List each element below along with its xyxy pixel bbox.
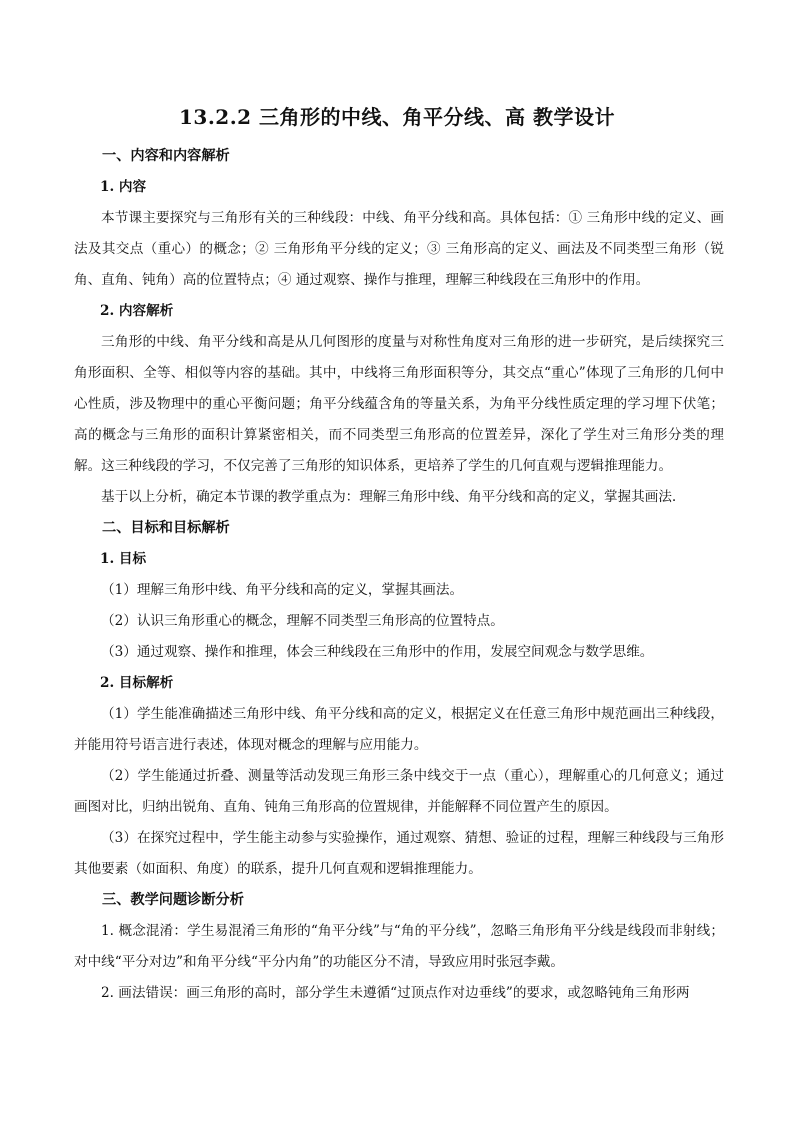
subheading-goals: 1. 目标 bbox=[100, 551, 147, 567]
section-heading-goals: 二、目标和目标解析 bbox=[102, 520, 230, 536]
goal-analysis-paragraph: （3）在探究过程中，学生能主动参与实验操作，通过观察、猜想、验证的过程，理解三种线段与三角形其他要素（如面积、角度）的联系，提升几何直观和逻辑推理能力。 bbox=[74, 830, 724, 877]
goal-item: （3）通过观察、操作和推理，体会三种线段在三角形中的作用，发展空间观念与数学思维。 bbox=[101, 644, 654, 660]
document-title: 13.2.2 三角形的中线、角平分线、高 教学设计 bbox=[178, 105, 615, 129]
subheading-goal-analysis: 2. 目标解析 bbox=[100, 675, 174, 691]
paragraph-content: 本节课主要探究与三角形有关的三种线段：中线、角平分线和高。具体包括：① 三角形中线的定义、画法及其交点（重心）的概念；② 三角形角平分线的定义；③ 三角形高的定义、画法及不同类型三角形（锐角、直角、钝角）高的位置特点；④ 通过观察、操作与推理，理解三种线段在三角形中的作用。 bbox=[74, 210, 724, 288]
goal-item: （2）认识三角形重心的概念，理解不同类型三角形高的位置特点。 bbox=[101, 613, 504, 629]
document-body bbox=[74, 141, 724, 1009]
subheading-content-analysis: 2. 内容解析 bbox=[100, 303, 174, 319]
diagnosis-paragraph: 2. 画法错误：画三角形的高时，部分学生未遵循“过顶点作对边垂线”的要求，或忽略钝角三角形两 bbox=[101, 985, 690, 1001]
diagnosis-paragraph: 1. 概念混淆：学生易混淆三角形的“角平分线”与“角的平分线”，忽略三角形角平分线是线段而非射线；对中线“平分对边”和角平分线“平分内角”的功能区分不清，导致应用时张冠李戴。 bbox=[74, 923, 724, 970]
goal-item: （1）理解三角形中线、角平分线和高的定义，掌握其画法。 bbox=[101, 582, 464, 598]
paragraph-content-analysis: 三角形的中线、角平分线和高是从几何图形的度量与对称性角度对三角形的进一步研究，是后续探究三角形面积、全等、相似等内容的基础。其中，中线将三角形面积等分，其交点“重心”体现了三角形的几何中心性质，涉及物理中的重心平衡问题；角平分线蕴含角的等量关系，为角平分线性质定理的学习埋下伏笔；高的概念与三角形的面积计算紧密相关，而不同类型三角形高的位置差异，深化了学生对三角形分类的理解。这三种线段的学习，不仅完善了三角形的知识体系，更培养了学生的几何直观与逻辑推理能力。 bbox=[74, 334, 724, 474]
goal-analysis-paragraph: （2）学生能通过折叠、测量等活动发现三角形三条中线交于一点（重心），理解重心的几何意义；通过画图对比，归纳出锐角、直角、钝角三角形高的位置规律，并能解释不同位置产生的原因。 bbox=[74, 768, 724, 815]
subheading-content: 1. 内容 bbox=[100, 179, 147, 195]
goal-analysis-paragraph: （1）学生能准确描述三角形中线、角平分线和高的定义，根据定义在任意三角形中规范画出三种线段，并能用符号语言进行表述，体现对概念的理解与应用能力。 bbox=[74, 706, 724, 753]
section-heading-diagnosis: 三、教学问题诊断分析 bbox=[102, 892, 244, 908]
section-heading-content-analysis: 一、内容和内容解析 bbox=[102, 148, 230, 164]
paragraph-teaching-focus: 基于以上分析，确定本节课的教学重点为：理解三角形中线、角平分线和高的定义，掌握其画法. bbox=[101, 489, 677, 505]
